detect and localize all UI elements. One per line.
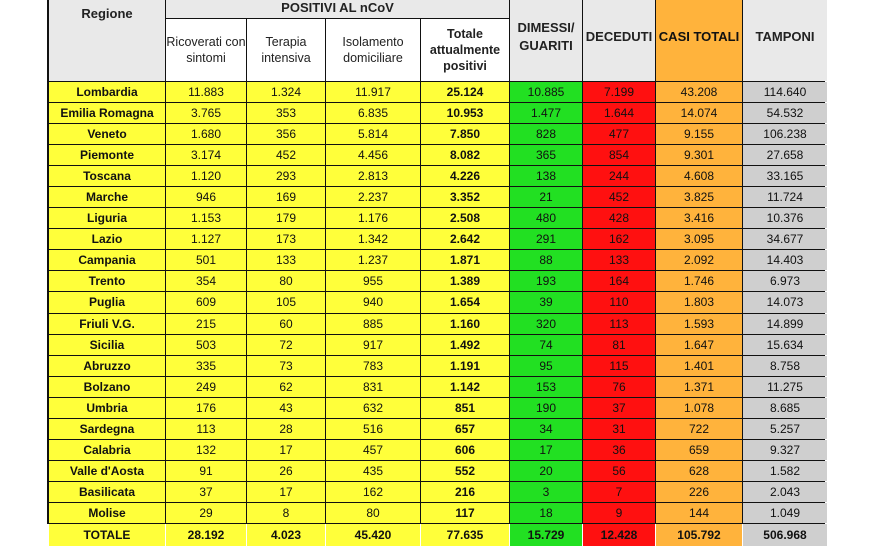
cell-dimessi: 828 [510, 124, 582, 144]
cell-tamponi: 106.238 [743, 124, 827, 144]
cell-deceduti: 37 [583, 398, 655, 418]
cell-terapia: 80 [247, 271, 325, 291]
cell-dimessi: 480 [510, 208, 582, 228]
cell-terapia: 105 [247, 292, 325, 312]
cell-totale: 1.389 [421, 271, 509, 291]
cell-deceduti: 76 [583, 377, 655, 397]
cell-tamponi: 11.724 [743, 187, 827, 207]
cell-terapia: 293 [247, 166, 325, 186]
cell-deceduti: 133 [583, 250, 655, 270]
cell-ricoverati: 354 [166, 271, 246, 291]
cell-ricoverati: 3.765 [166, 103, 246, 123]
cell-ricoverati: 1.680 [166, 124, 246, 144]
cell-totale: 1.142 [421, 377, 509, 397]
cell-regione: Sicilia [49, 335, 165, 355]
cell-isolamento: 6.835 [326, 103, 420, 123]
total-ricoverati: 28.192 [166, 524, 246, 546]
cell-terapia: 73 [247, 356, 325, 376]
cell-isolamento: 1.342 [326, 229, 420, 249]
cell-isolamento: 632 [326, 398, 420, 418]
table-bottom-padding [656, 547, 742, 556]
cell-regione: Friuli V.G. [49, 314, 165, 334]
cell-isolamento: 955 [326, 271, 420, 291]
cell-tamponi: 14.403 [743, 250, 827, 270]
cell-tamponi: 6.973 [743, 271, 827, 291]
cell-totale: 4.226 [421, 166, 509, 186]
cell-dimessi: 20 [510, 461, 582, 481]
header-dimessi: DIMESSI/ GUARITI [510, 0, 582, 81]
cell-dimessi: 10.885 [510, 82, 582, 102]
cell-casi: 659 [656, 440, 742, 460]
cell-isolamento: 11.917 [326, 82, 420, 102]
header-positivi: POSITIVI AL nCoV [166, 0, 509, 18]
cell-totale: 2.642 [421, 229, 509, 249]
cell-terapia: 17 [247, 440, 325, 460]
header-tamponi: TAMPONI [743, 0, 827, 81]
cell-dimessi: 17 [510, 440, 582, 460]
cell-regione: Lombardia [49, 82, 165, 102]
cell-totale: 216 [421, 482, 509, 502]
cell-ricoverati: 609 [166, 292, 246, 312]
cell-terapia: 1.324 [247, 82, 325, 102]
cell-totale: 1.654 [421, 292, 509, 312]
cell-deceduti: 428 [583, 208, 655, 228]
cell-tamponi: 5.257 [743, 419, 827, 439]
cell-deceduti: 452 [583, 187, 655, 207]
cell-casi: 628 [656, 461, 742, 481]
cell-deceduti: 1.644 [583, 103, 655, 123]
cell-totale: 1.492 [421, 335, 509, 355]
cell-ricoverati: 335 [166, 356, 246, 376]
cell-terapia: 353 [247, 103, 325, 123]
cell-totale: 1.160 [421, 314, 509, 334]
cell-terapia: 452 [247, 145, 325, 165]
cell-tamponi: 2.043 [743, 482, 827, 502]
cell-casi: 1.803 [656, 292, 742, 312]
cell-isolamento: 1.176 [326, 208, 420, 228]
cell-ricoverati: 1.120 [166, 166, 246, 186]
cell-dimessi: 138 [510, 166, 582, 186]
cell-dimessi: 3 [510, 482, 582, 502]
cell-ricoverati: 501 [166, 250, 246, 270]
cell-regione: Basilicata [49, 482, 165, 502]
cell-deceduti: 477 [583, 124, 655, 144]
cell-regione: Marche [49, 187, 165, 207]
cell-regione: Lazio [49, 229, 165, 249]
cell-regione: Calabria [49, 440, 165, 460]
cell-deceduti: 7 [583, 482, 655, 502]
cell-isolamento: 783 [326, 356, 420, 376]
total-tamponi: 506.968 [743, 524, 827, 546]
cell-totale: 1.191 [421, 356, 509, 376]
table-bottom-padding [326, 547, 420, 556]
cell-deceduti: 854 [583, 145, 655, 165]
cell-regione: Campania [49, 250, 165, 270]
cell-terapia: 133 [247, 250, 325, 270]
table-bottom-padding [166, 547, 246, 556]
header-casi-totali: CASI TOTALI [656, 0, 742, 81]
cell-regione: Emilia Romagna [49, 103, 165, 123]
cell-regione: Veneto [49, 124, 165, 144]
cell-casi: 1.647 [656, 335, 742, 355]
cell-totale: 2.508 [421, 208, 509, 228]
cell-tamponi: 33.165 [743, 166, 827, 186]
cell-dimessi: 95 [510, 356, 582, 376]
cell-isolamento: 2.237 [326, 187, 420, 207]
cell-dimessi: 21 [510, 187, 582, 207]
header-deceduti: DECEDUTI [583, 0, 655, 81]
cell-tamponi: 1.049 [743, 503, 827, 523]
cell-totale: 3.352 [421, 187, 509, 207]
cell-deceduti: 162 [583, 229, 655, 249]
cell-terapia: 62 [247, 377, 325, 397]
total-casi: 105.792 [656, 524, 742, 546]
cell-regione: Sardegna [49, 419, 165, 439]
cell-tamponi: 1.582 [743, 461, 827, 481]
total-dimessi: 15.729 [510, 524, 582, 546]
cell-regione: Umbria [49, 398, 165, 418]
cell-casi: 144 [656, 503, 742, 523]
cell-ricoverati: 132 [166, 440, 246, 460]
cell-ricoverati: 37 [166, 482, 246, 502]
covid-region-table [47, 0, 825, 542]
cell-casi: 2.092 [656, 250, 742, 270]
cell-deceduti: 113 [583, 314, 655, 334]
cell-ricoverati: 91 [166, 461, 246, 481]
header-terapia: Terapia intensiva [247, 19, 325, 81]
cell-ricoverati: 249 [166, 377, 246, 397]
cell-casi: 1.746 [656, 271, 742, 291]
cell-ricoverati: 29 [166, 503, 246, 523]
cell-casi: 722 [656, 419, 742, 439]
cell-regione: Trento [49, 271, 165, 291]
cell-tamponi: 54.532 [743, 103, 827, 123]
cell-casi: 226 [656, 482, 742, 502]
cell-casi: 1.401 [656, 356, 742, 376]
header-ricoverati: Ricoverati con sintomi [166, 19, 246, 81]
cell-tamponi: 9.327 [743, 440, 827, 460]
cell-casi: 3.095 [656, 229, 742, 249]
cell-isolamento: 4.456 [326, 145, 420, 165]
table-bottom-padding [510, 547, 582, 556]
table-bottom-padding [583, 547, 655, 556]
cell-deceduti: 164 [583, 271, 655, 291]
cell-deceduti: 56 [583, 461, 655, 481]
table-bottom-padding [49, 547, 165, 556]
cell-isolamento: 80 [326, 503, 420, 523]
cell-isolamento: 917 [326, 335, 420, 355]
cell-terapia: 26 [247, 461, 325, 481]
table-bottom-padding [743, 547, 827, 556]
cell-totale: 552 [421, 461, 509, 481]
cell-casi: 1.078 [656, 398, 742, 418]
cell-ricoverati: 11.883 [166, 82, 246, 102]
cell-ricoverati: 215 [166, 314, 246, 334]
cell-dimessi: 88 [510, 250, 582, 270]
total-totale: 77.635 [421, 524, 509, 546]
cell-totale: 10.953 [421, 103, 509, 123]
cell-dimessi: 291 [510, 229, 582, 249]
cell-dimessi: 190 [510, 398, 582, 418]
cell-totale: 7.850 [421, 124, 509, 144]
cell-isolamento: 885 [326, 314, 420, 334]
cell-ricoverati: 1.127 [166, 229, 246, 249]
cell-regione: Toscana [49, 166, 165, 186]
cell-tamponi: 34.677 [743, 229, 827, 249]
cell-terapia: 60 [247, 314, 325, 334]
cell-tamponi: 14.899 [743, 314, 827, 334]
cell-terapia: 43 [247, 398, 325, 418]
cell-casi: 9.155 [656, 124, 742, 144]
cell-tamponi: 15.634 [743, 335, 827, 355]
cell-isolamento: 5.814 [326, 124, 420, 144]
cell-deceduti: 7.199 [583, 82, 655, 102]
total-deceduti: 12.428 [583, 524, 655, 546]
cell-casi: 1.593 [656, 314, 742, 334]
cell-isolamento: 162 [326, 482, 420, 502]
header-regione: Regione [49, 0, 165, 81]
cell-totale: 606 [421, 440, 509, 460]
cell-casi: 3.825 [656, 187, 742, 207]
cell-ricoverati: 176 [166, 398, 246, 418]
cell-dimessi: 320 [510, 314, 582, 334]
cell-regione: Abruzzo [49, 356, 165, 376]
cell-deceduti: 81 [583, 335, 655, 355]
header-isolamento: Isolamento domiciliare [326, 19, 420, 81]
cell-totale: 657 [421, 419, 509, 439]
cell-isolamento: 2.813 [326, 166, 420, 186]
cell-ricoverati: 946 [166, 187, 246, 207]
cell-deceduti: 31 [583, 419, 655, 439]
cell-ricoverati: 113 [166, 419, 246, 439]
cell-dimessi: 18 [510, 503, 582, 523]
cell-ricoverati: 3.174 [166, 145, 246, 165]
cell-isolamento: 457 [326, 440, 420, 460]
cell-deceduti: 110 [583, 292, 655, 312]
cell-deceduti: 9 [583, 503, 655, 523]
cell-dimessi: 1.477 [510, 103, 582, 123]
cell-casi: 4.608 [656, 166, 742, 186]
cell-terapia: 72 [247, 335, 325, 355]
cell-dimessi: 39 [510, 292, 582, 312]
cell-casi: 43.208 [656, 82, 742, 102]
cell-tamponi: 8.758 [743, 356, 827, 376]
cell-terapia: 17 [247, 482, 325, 502]
cell-regione: Puglia [49, 292, 165, 312]
cell-tamponi: 10.376 [743, 208, 827, 228]
cell-ricoverati: 1.153 [166, 208, 246, 228]
cell-terapia: 169 [247, 187, 325, 207]
cell-tamponi: 11.275 [743, 377, 827, 397]
cell-dimessi: 193 [510, 271, 582, 291]
total-regione: TOTALE [49, 524, 165, 546]
cell-terapia: 8 [247, 503, 325, 523]
cell-regione: Liguria [49, 208, 165, 228]
cell-deceduti: 115 [583, 356, 655, 376]
total-isolamento: 45.420 [326, 524, 420, 546]
cell-terapia: 179 [247, 208, 325, 228]
cell-terapia: 173 [247, 229, 325, 249]
cell-terapia: 356 [247, 124, 325, 144]
cell-isolamento: 516 [326, 419, 420, 439]
cell-totale: 851 [421, 398, 509, 418]
cell-ricoverati: 503 [166, 335, 246, 355]
cell-totale: 25.124 [421, 82, 509, 102]
cell-tamponi: 8.685 [743, 398, 827, 418]
cell-isolamento: 940 [326, 292, 420, 312]
cell-totale: 1.871 [421, 250, 509, 270]
cell-tamponi: 27.658 [743, 145, 827, 165]
cell-casi: 9.301 [656, 145, 742, 165]
cell-casi: 3.416 [656, 208, 742, 228]
table-bottom-padding [247, 547, 325, 556]
cell-isolamento: 1.237 [326, 250, 420, 270]
cell-casi: 14.074 [656, 103, 742, 123]
cell-deceduti: 36 [583, 440, 655, 460]
cell-dimessi: 34 [510, 419, 582, 439]
cell-terapia: 28 [247, 419, 325, 439]
cell-regione: Bolzano [49, 377, 165, 397]
cell-isolamento: 435 [326, 461, 420, 481]
cell-isolamento: 831 [326, 377, 420, 397]
cell-dimessi: 365 [510, 145, 582, 165]
table-bottom-padding [421, 547, 509, 556]
cell-regione: Molise [49, 503, 165, 523]
cell-tamponi: 114.640 [743, 82, 827, 102]
cell-dimessi: 153 [510, 377, 582, 397]
cell-totale: 8.082 [421, 145, 509, 165]
cell-regione: Valle d'Aosta [49, 461, 165, 481]
cell-regione: Piemonte [49, 145, 165, 165]
cell-casi: 1.371 [656, 377, 742, 397]
cell-tamponi: 14.073 [743, 292, 827, 312]
cell-dimessi: 74 [510, 335, 582, 355]
cell-totale: 117 [421, 503, 509, 523]
cell-deceduti: 244 [583, 166, 655, 186]
total-terapia: 4.023 [247, 524, 325, 546]
header-totale-positivi: Totale attualmente positivi [421, 19, 509, 81]
